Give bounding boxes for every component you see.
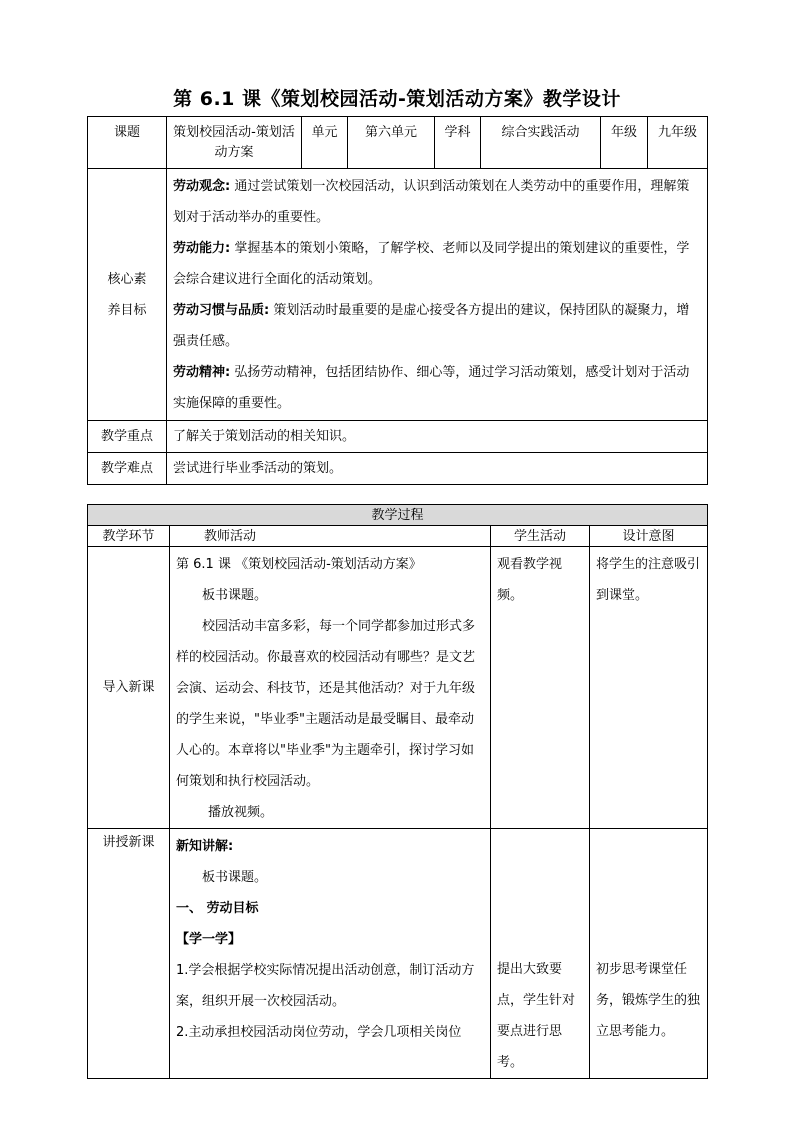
new-point-1: 1.学会根据学校实际情况提出活动创意，制订活动方案，组织开展一次校园活动。 (176, 963, 475, 1009)
lesson-info-table (87, 116, 708, 485)
new-teacher (170, 829, 491, 1079)
process-header: 教学过程 (88, 505, 708, 526)
difficulty-text: 尝试进行毕业季活动的策划。 (167, 453, 708, 485)
topic-label: 课题 (88, 117, 167, 169)
intro-teacher-line-4: 播放视频。 (208, 805, 274, 820)
difficulty-label: 教学难点 (88, 453, 167, 485)
new-point-2: 2.主动承担校园活动岗位劳动，学会几项相关岗位 (176, 1025, 462, 1040)
new-heading: 新知讲解: (176, 839, 234, 854)
page-title: 第 6.1 课《策划校园活动-策划活动方案》教学设计 (173, 88, 621, 110)
core-goal-1: 劳动观念: 通过尝试策划一次校园活动，认识到活动策划在人类劳动中的重要作用，理解策划对于活动举办的重要性。 (173, 179, 690, 225)
intro-student: 观看教学视频。 (491, 547, 590, 829)
intro-teacher-line-2: 板书课题。 (202, 588, 268, 603)
col-stage: 教学环节 (88, 526, 170, 547)
new-section: 一、 劳动目标 (176, 901, 259, 916)
col-student: 学生活动 (491, 526, 590, 547)
intro-teacher (170, 547, 491, 829)
subject-label: 学科 (435, 117, 481, 169)
focus-label: 教学重点 (88, 421, 167, 453)
core-label: 核心素养目标 (88, 169, 167, 421)
core-goals (167, 169, 708, 421)
topic-value: 策划校园活动-策划活动方案 (167, 117, 302, 169)
core-goal-3: 劳动习惯与品质: 策划活动时最重要的是虚心接受各方提出的建议，保持团队的凝聚力，增强责任感。 (173, 303, 690, 349)
new-intent: 初步思考课堂任务，锻炼学生的独立思考能力。 (590, 829, 708, 1079)
grade-label: 年级 (601, 117, 648, 169)
core-goal-4: 劳动精神: 弘扬劳动精神，包括团结协作、细心等，通过学习活动策划，感受计划对于活动实施保障的重要性。 (173, 365, 690, 411)
intro-intent: 将学生的注意吸引到课堂。 (590, 547, 708, 829)
unit-label: 单元 (302, 117, 348, 169)
focus-text: 了解关于策划活动的相关知识。 (167, 421, 708, 453)
new-stage: 讲授新课 (88, 829, 170, 1079)
process-table (87, 504, 708, 1079)
new-learn: 【学一学】 (176, 932, 242, 947)
col-teacher: 教师活动 (170, 526, 491, 547)
intro-teacher-line-3: 校园活动丰富多彩，每一个同学都参加过形式多样的校园活动。你最喜欢的校园活动有哪些？是文艺会演、运动会、科技节，还是其他活动？对于九年级的学生来说，"毕业季"主题活动是最受瞩目、最牵动人心的。本章将以"毕业季"为主题牵引，探讨学习如何策划和执行校园活动。 (176, 619, 476, 789)
intro-stage: 导入新课 (88, 547, 170, 829)
new-student: 提出大致要点，学生针对要点进行思考。 (491, 829, 590, 1079)
unit-value: 第六单元 (348, 117, 435, 169)
grade-value: 九年级 (648, 117, 708, 169)
col-intent: 设计意图 (590, 526, 708, 547)
new-board: 板书课题。 (202, 870, 268, 885)
intro-teacher-line-1: 第 6.1 课 《策划校园活动-策划活动方案》 (176, 557, 422, 572)
core-goal-2: 劳动能力: 掌握基本的策划小策略，了解学校、老师以及同学提出的策划建议的重要性，学会综合建议进行全面化的活动策划。 (173, 241, 690, 287)
subject-value: 综合实践活动 (481, 117, 601, 169)
